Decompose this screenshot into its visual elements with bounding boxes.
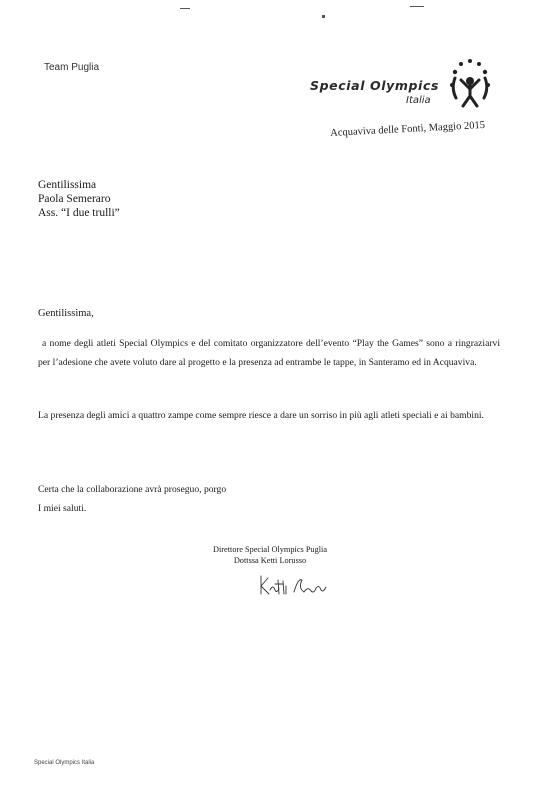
- signatory-name: Dottssa Ketti Lorusso: [233, 556, 307, 565]
- recipient-block: [38, 178, 120, 220]
- handwritten-signature: [258, 572, 328, 600]
- scan-mark: [410, 6, 424, 7]
- signature-block: [170, 544, 370, 566]
- paragraph-2: La presenza degli amici a quattro zampe come sempre riesce a dare un sorriso in più agli atleti speciali e ai bambini.: [38, 410, 484, 421]
- signatory-role: Direttore Special Olympics Puglia: [212, 545, 328, 554]
- closing-block: [38, 480, 500, 518]
- logo-subtitle: Italia: [406, 95, 431, 106]
- paragraph-1: a nome degli atleti Special Olympics e del comitato organizzatore dell’evento “Play the Games” sono a ringraziarvi per l’adesione che avete voluto dare al progetto e la presenza ad entrambe le tappe, in Santeramo ed in Acquaviva.: [38, 338, 500, 368]
- scan-mark: [322, 15, 325, 18]
- salutation: Gentilissima,: [38, 308, 94, 319]
- footer-text: Special Olympics Italia: [34, 760, 95, 766]
- recipient-line-3: Ass. “I due trulli”: [38, 207, 120, 219]
- letter-date: Acquaviva delle Fonti, Maggio 2015: [330, 119, 486, 139]
- recipient-line-2: Paola Semeraro: [38, 193, 111, 205]
- closing-line-2: I miei saluti.: [38, 503, 87, 514]
- recipient-line-1: Gentilissima: [38, 179, 97, 191]
- logo-title: Special Olympics: [310, 78, 439, 93]
- special-olympics-logo-icon: [447, 58, 493, 110]
- scan-mark: [180, 8, 190, 9]
- closing-line-1: Certa che la collaborazione avrà proseguo, porgo: [38, 484, 227, 495]
- team-label: Team Puglia: [44, 62, 100, 73]
